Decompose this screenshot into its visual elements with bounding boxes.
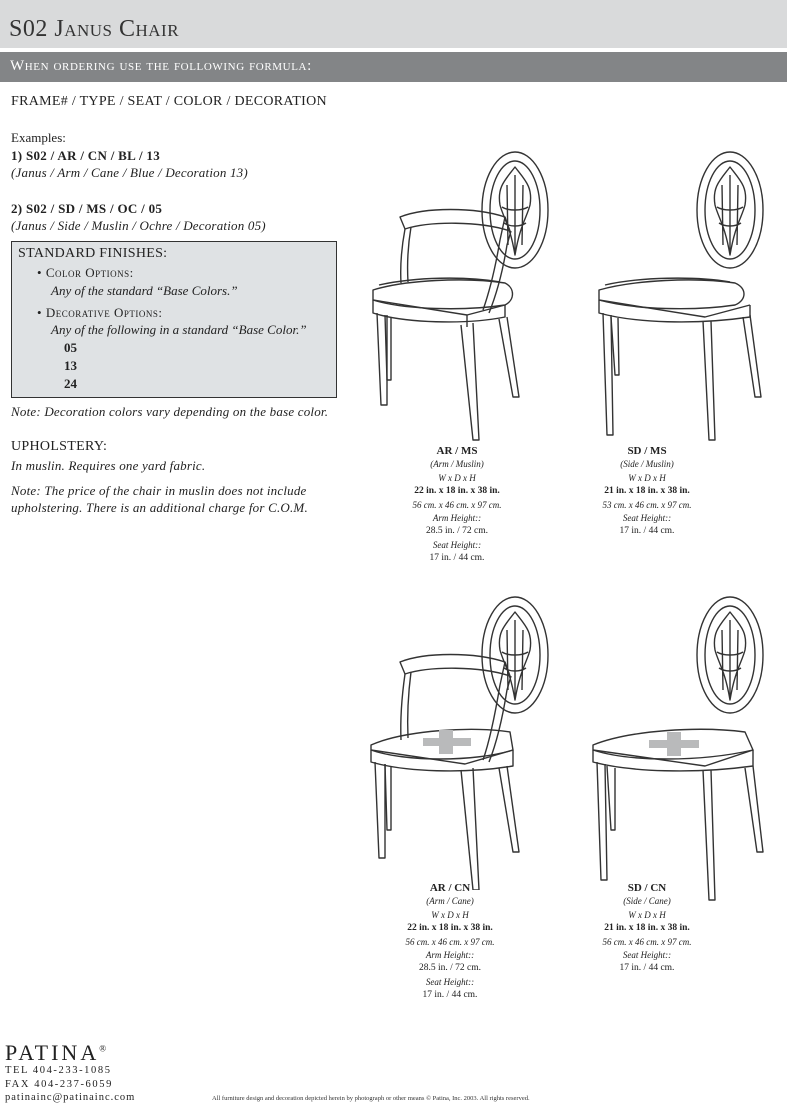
order-instruction: When ordering use the following formula:	[10, 58, 312, 74]
chair-spec-ar-ms	[372, 445, 542, 566]
fax-number: FAX 404-237-6059	[5, 1079, 113, 1090]
arm-chair-cane-illustration	[365, 590, 565, 890]
seat-height-value: 17 in. / 44 cm.	[429, 553, 485, 564]
dims-cm: 56 cm. x 46 cm. x 97 cm.	[602, 936, 692, 947]
decorative-options-text: Decorative Options:	[45, 305, 163, 320]
example-code-2: 2) S02 / SD / MS / OC / 05	[11, 201, 163, 216]
decorative-options-desc: Any of the following in a standard “Base Color.”	[51, 322, 307, 337]
arm-height-label: Arm Height::	[432, 513, 482, 524]
color-options-text: Color Options:	[45, 265, 134, 280]
arm-height-label: Arm Height::	[425, 950, 475, 961]
page-title: S02 Janus Chair	[9, 16, 180, 42]
dims-inches: 22 in. x 18 in. x 38 in.	[414, 486, 500, 497]
chair-type: (Side / Cane)	[623, 896, 671, 907]
example-code-1: 1) S02 / AR / CN / BL / 13	[11, 148, 161, 163]
dims-cm: 56 cm. x 46 cm. x 97 cm.	[412, 499, 502, 510]
decoration-note: Note: Decoration colors vary depending on the base color.	[11, 404, 329, 419]
chair-type: (Side / Muslin)	[620, 459, 674, 470]
seat-height-label: Seat Height::	[425, 976, 475, 987]
example-desc-2: (Janus / Side / Muslin / Ochre / Decoration 05)	[11, 218, 266, 233]
side-chair-muslin-illustration	[585, 145, 785, 445]
decorative-options-label: • Decorative Options:	[37, 305, 163, 320]
example-desc-1: (Janus / Arm / Cane / Blue / Decoration 13)	[11, 165, 248, 180]
order-formula: FRAME# / TYPE / SEAT / COLOR / DECORATION	[11, 94, 327, 109]
chair-code: SD / MS	[627, 445, 667, 457]
chair-spec-ar-cn	[365, 882, 535, 1003]
seat-height-value: 17 in. / 44 cm.	[619, 526, 675, 537]
phone-number: TEL 404-233-1085	[5, 1065, 112, 1076]
decoration-number: 24	[64, 376, 77, 391]
examples-label: Examples:	[11, 130, 66, 145]
arm-chair-muslin-illustration	[365, 145, 565, 445]
dims-label: W x D x H	[438, 472, 476, 483]
seat-height-label: Seat Height::	[622, 513, 672, 524]
decoration-number: 05	[64, 340, 77, 355]
dims-cm: 56 cm. x 46 cm. x 97 cm.	[405, 936, 495, 947]
dims-inches: 22 in. x 18 in. x 38 in.	[407, 923, 493, 934]
chair-code: AR / CN	[429, 882, 471, 894]
dims-label: W x D x H	[431, 909, 469, 920]
seat-height-label: Seat Height::	[622, 950, 672, 961]
seat-height-value: 17 in. / 44 cm.	[422, 990, 478, 1001]
dims-label: W x D x H	[628, 909, 666, 920]
logo-text: PATINA	[5, 1040, 100, 1065]
seat-height-value: 17 in. / 44 cm.	[619, 963, 675, 974]
chair-code: SD / CN	[627, 882, 667, 894]
dims-inches: 21 in. x 18 in. x 38 in.	[604, 486, 690, 497]
upholstery-heading: UPHOLSTERY:	[11, 439, 108, 454]
upholstery-line: In muslin. Requires one yard fabric.	[11, 458, 206, 473]
seat-height-label: Seat Height::	[432, 539, 482, 550]
email-address[interactable]: patinainc@patinainc.com	[5, 1092, 136, 1103]
upholstery-note-line-2: upholstering. There is an additional charge for C.O.M.	[11, 500, 308, 515]
dims-cm: 53 cm. x 46 cm. x 97 cm.	[602, 499, 692, 510]
chair-type: (Arm / Muslin)	[430, 459, 484, 470]
registered-mark: ®	[99, 1043, 107, 1054]
arm-height-value: 28.5 in. / 72 cm.	[418, 963, 481, 974]
copyright-notice: All furniture design and decoration depicted herein by photograph or other means © Patina, Inc. 2003. All rights reserved.	[212, 1095, 530, 1102]
chair-spec-sd-ms	[562, 445, 732, 539]
dims-label: W x D x H	[628, 472, 666, 483]
arm-height-value: 28.5 in. / 72 cm.	[425, 526, 488, 537]
side-chair-cane-illustration	[585, 590, 785, 910]
chair-spec-sd-cn	[562, 882, 732, 976]
standard-finishes-heading: STANDARD FINISHES:	[18, 246, 168, 261]
dims-inches: 21 in. x 18 in. x 38 in.	[604, 923, 690, 934]
chair-type: (Arm / Cane)	[426, 896, 474, 907]
color-options-label: • Color Options:	[37, 265, 134, 280]
chair-code: AR / MS	[436, 445, 478, 457]
decoration-number: 13	[64, 358, 77, 373]
color-options-desc: Any of the standard “Base Colors.”	[51, 283, 238, 298]
patina-logo	[5, 1040, 106, 1066]
upholstery-note-line-1: Note: The price of the chair in muslin does not include	[11, 483, 307, 498]
